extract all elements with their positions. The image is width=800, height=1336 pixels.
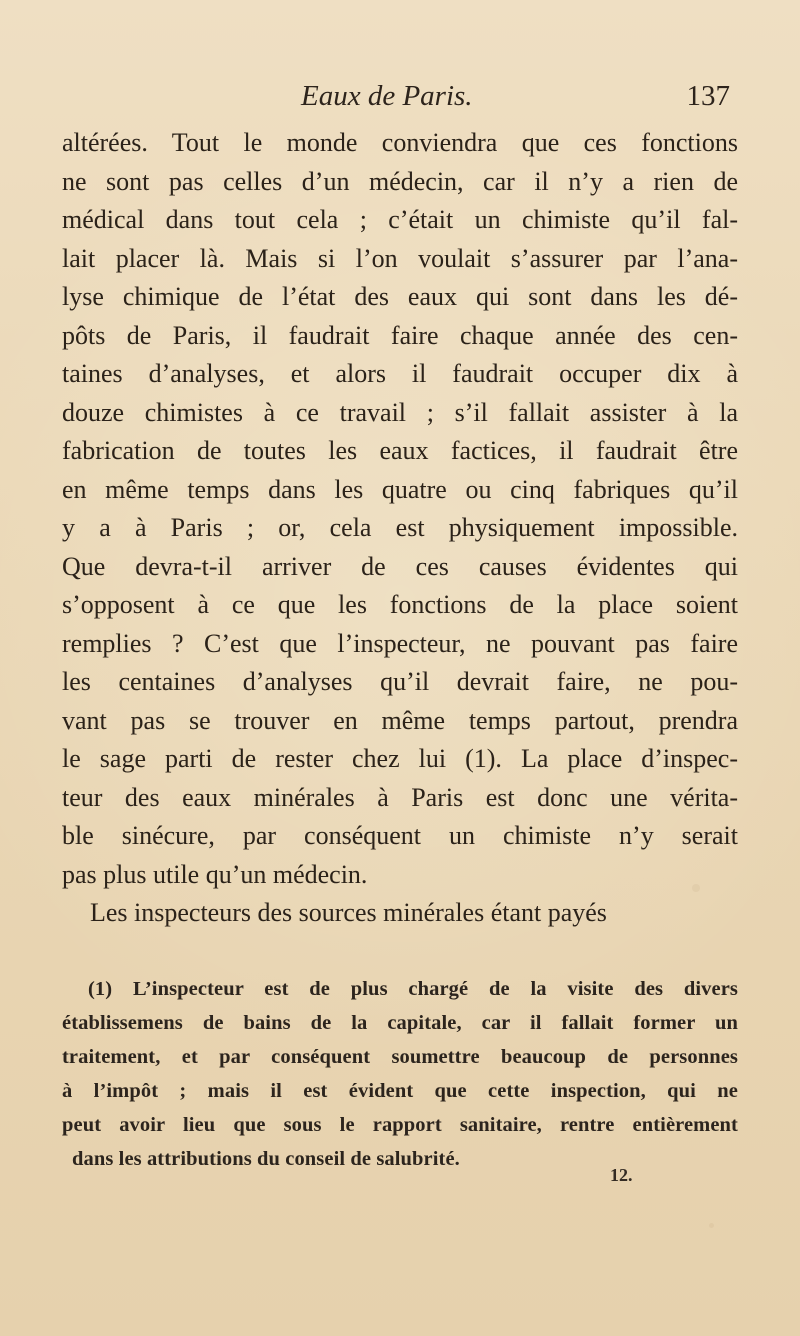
text-line: ne sont pas celles d’un médecin, car il n’y a rien de [62, 166, 738, 196]
text-line: teur des eaux minérales à Paris est donc une vérita- [62, 782, 738, 812]
text-line: ble sinécure, par conséquent un chimiste n’y serait [62, 821, 738, 850]
text-line: douze chimistes à ce travail ; s’il fallait assister à la [62, 397, 738, 427]
text-line: lyse chimique de l’état des eaux qui sont dans les dé- [62, 282, 738, 311]
page-number: 137 [686, 80, 730, 112]
footnote-line: à l’impôt ; mais il est évident que cette inspection, qui ne [62, 1080, 738, 1102]
running-title: Eaux de Paris. [301, 80, 473, 112]
text-line: le sage parti de rester chez lui (1). La place d’inspec- [62, 744, 738, 773]
footnote-line: peut avoir lieu que sous le rapport sanitaire, rentre entièrement [62, 1114, 738, 1136]
paper-stain [709, 1223, 714, 1228]
main-text [62, 124, 738, 933]
text-line: s’opposent à ce que les fonctions de la place soient [62, 590, 738, 619]
text-line: fabrication de toutes les eaux factices, il faudrait être [62, 436, 738, 465]
text-line: Les inspecteurs des sources minérales étant payés [90, 898, 607, 927]
text-line: pôts de Paris, il faudrait faire chaque année des cen- [62, 320, 738, 350]
footnote-line: établissemens de bains de la capitale, car il fallait former un [62, 1012, 738, 1034]
text-line: remplies ? C’est que l’inspecteur, ne pouvant pas faire [62, 628, 738, 658]
text-line: médical dans tout cela ; c’était un chimiste qu’il fal- [62, 205, 738, 234]
text-line: y a à Paris ; or, cela est physiquement impossible. [62, 513, 738, 542]
footnote-line: dans les attributions du conseil de salubrité. [72, 1148, 460, 1170]
text-line: altérées. Tout le monde conviendra que ces fonctions [62, 128, 738, 157]
text-line: lait placer là. Mais si l’on voulait s’assurer par l’ana- [62, 243, 738, 273]
text-line: les centaines d’analyses qu’il devrait faire, ne pou- [62, 667, 738, 696]
text-line: en même temps dans les quatre ou cinq fabriques qu’il [62, 474, 738, 504]
footnote-line: (1) L’inspecteur est de plus chargé de la visite des divers [88, 978, 738, 1000]
footnote [62, 972, 738, 1176]
page-header [62, 78, 738, 116]
text-line: taines d’analyses, et alors il faudrait occuper dix à [62, 359, 738, 388]
footnote-line: traitement, et par conséquent soumettre beaucoup de personnes [62, 1046, 738, 1068]
text-line: Que devra-t-il arriver de ces causes évidentes qui [62, 551, 738, 581]
signature-mark: 12. [610, 1165, 633, 1185]
text-line: vant pas se trouver en même temps partout, prendra [62, 705, 738, 735]
text-line: pas plus utile qu’un médecin. [62, 859, 368, 889]
